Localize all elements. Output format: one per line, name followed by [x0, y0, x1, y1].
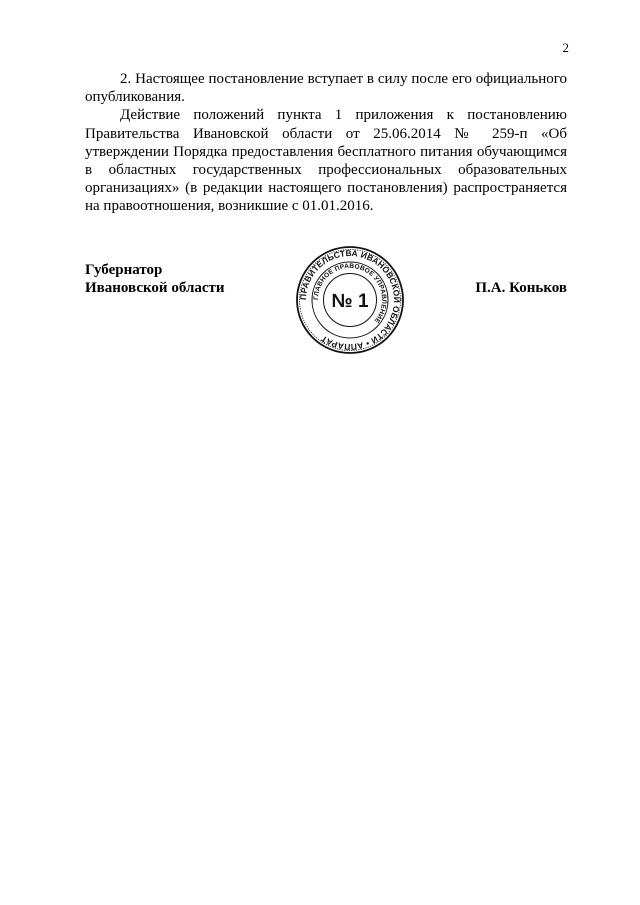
signer-title-line1: Губернатор [85, 262, 163, 278]
seal-inner-text: ГЛАВНОЕ ПРАВОВОЕ УПРАВЛЕНИЕ [312, 262, 388, 325]
signer-title [85, 261, 225, 297]
paragraph-effective-date: 2. Настоящее постановление вступает в силу после его официального опубликования. [85, 71, 567, 106]
signature-block [85, 247, 567, 361]
signer-title-line2: Ивановской области [85, 280, 225, 296]
page-number: 2 [562, 40, 569, 55]
seal-center-text: № 1 [331, 291, 369, 312]
seal-ring-text: ПРАВИТЕЛЬСТВА ИВАНОВСКОЙ ОБЛАСТИ • АППАРАТ [297, 247, 403, 353]
document-body [85, 70, 567, 216]
paragraph-retroactive-effect: Действие положений пункта 1 приложения к постановлению Правительства Ивановской области от 25.06.2014 № 259-п «Об утверждении Порядка предоставления бесплатного питания обучающимся в областных государственных профессиональных образовательных организациях» (в редакции настоящего постановления) распространяется на правоотношения, возникшие с 01.01.2016. [85, 107, 567, 215]
official-seal [296, 246, 404, 354]
signer-name: П.А. Коньков [475, 280, 567, 296]
